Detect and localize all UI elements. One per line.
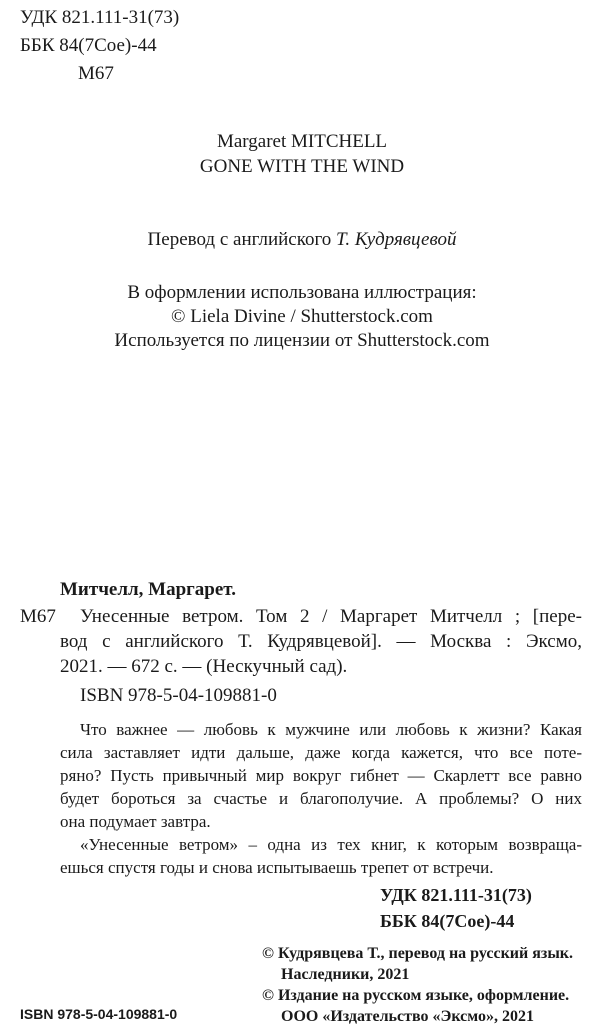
bbk-top: ББК 84(7Сое)-44 <box>20 35 157 56</box>
catalog-author-heading: Митчелл, Маргарет. <box>60 579 236 600</box>
original-author: Margaret MITCHELL <box>216 131 388 152</box>
catalog-line-2: вод с английского Т. Кудрявцевой]. — Москва : Эксмо, <box>60 631 582 652</box>
original-title: GONE WITH THE WIND <box>199 156 405 177</box>
annotation-p1-line-1: Что важнее — любовь к мужчине или любовь к жизни? Какая <box>80 720 582 739</box>
illustration-line-3: Используется по лицензии от Shutterstock.com <box>114 330 490 351</box>
annotation-p1-line-3: ряно? Пусть привычный мир вокруг гибнет — Скарлетт все равно <box>60 766 582 785</box>
catalog-isbn: ISBN 978-5-04-109881-0 <box>80 685 277 706</box>
copyright-2-line-1: © Издание на русском языке, оформление. <box>262 987 570 1004</box>
copyright-1-line-1: © Кудрявцева Т., перевод на русский язык. <box>262 945 574 962</box>
annotation-p1-line-2: сила заставляет идти дальше, даже когда кажется, что все поте- <box>60 743 582 762</box>
annotation-p2-line-1: «Унесенные ветром» – одна из тех книг, к которым возвраща- <box>80 835 582 854</box>
translation-prefix: Перевод с английского <box>147 229 332 250</box>
catalog-line-3: 2021. — 672 с. — (Нескучный сад). <box>60 656 348 677</box>
udk-top: УДК 821.111-31(73) <box>20 7 180 28</box>
copyright-1-line-2: Наследники, 2021 <box>281 966 410 983</box>
catalog-line-1: Унесенные ветром. Том 2 / Маргарет Митчелл ; [пере- <box>80 606 582 627</box>
illustration-line-2: © Liela Divine / Shutterstock.com <box>171 306 433 327</box>
illustration-line-1: В оформлении использована иллюстрация: <box>127 282 477 303</box>
udk-bottom: УДК 821.111-31(73) <box>380 885 532 905</box>
author-code-top: М67 <box>78 63 114 84</box>
annotation-p1-line-4: будет бороться за счастье и благополучие. А проблемы? О них <box>60 789 582 808</box>
bbk-bottom: ББК 84(7Сое)-44 <box>380 911 515 931</box>
annotation-p1-line-5: она подумает завтра. <box>60 812 211 831</box>
copyright-2-line-2: ООО «Издательство «Эксмо», 2021 <box>281 1008 534 1025</box>
catalog-code: М67 <box>20 606 56 627</box>
isbn-bottom: ISBN 978-5-04-109881-0 <box>20 1006 178 1022</box>
translator-name: Т. Кудрявцевой <box>336 229 457 250</box>
annotation-p2-line-2: ешься спустя годы и снова испытываешь трепет от встречи. <box>60 858 494 877</box>
translation-line <box>0 228 604 252</box>
